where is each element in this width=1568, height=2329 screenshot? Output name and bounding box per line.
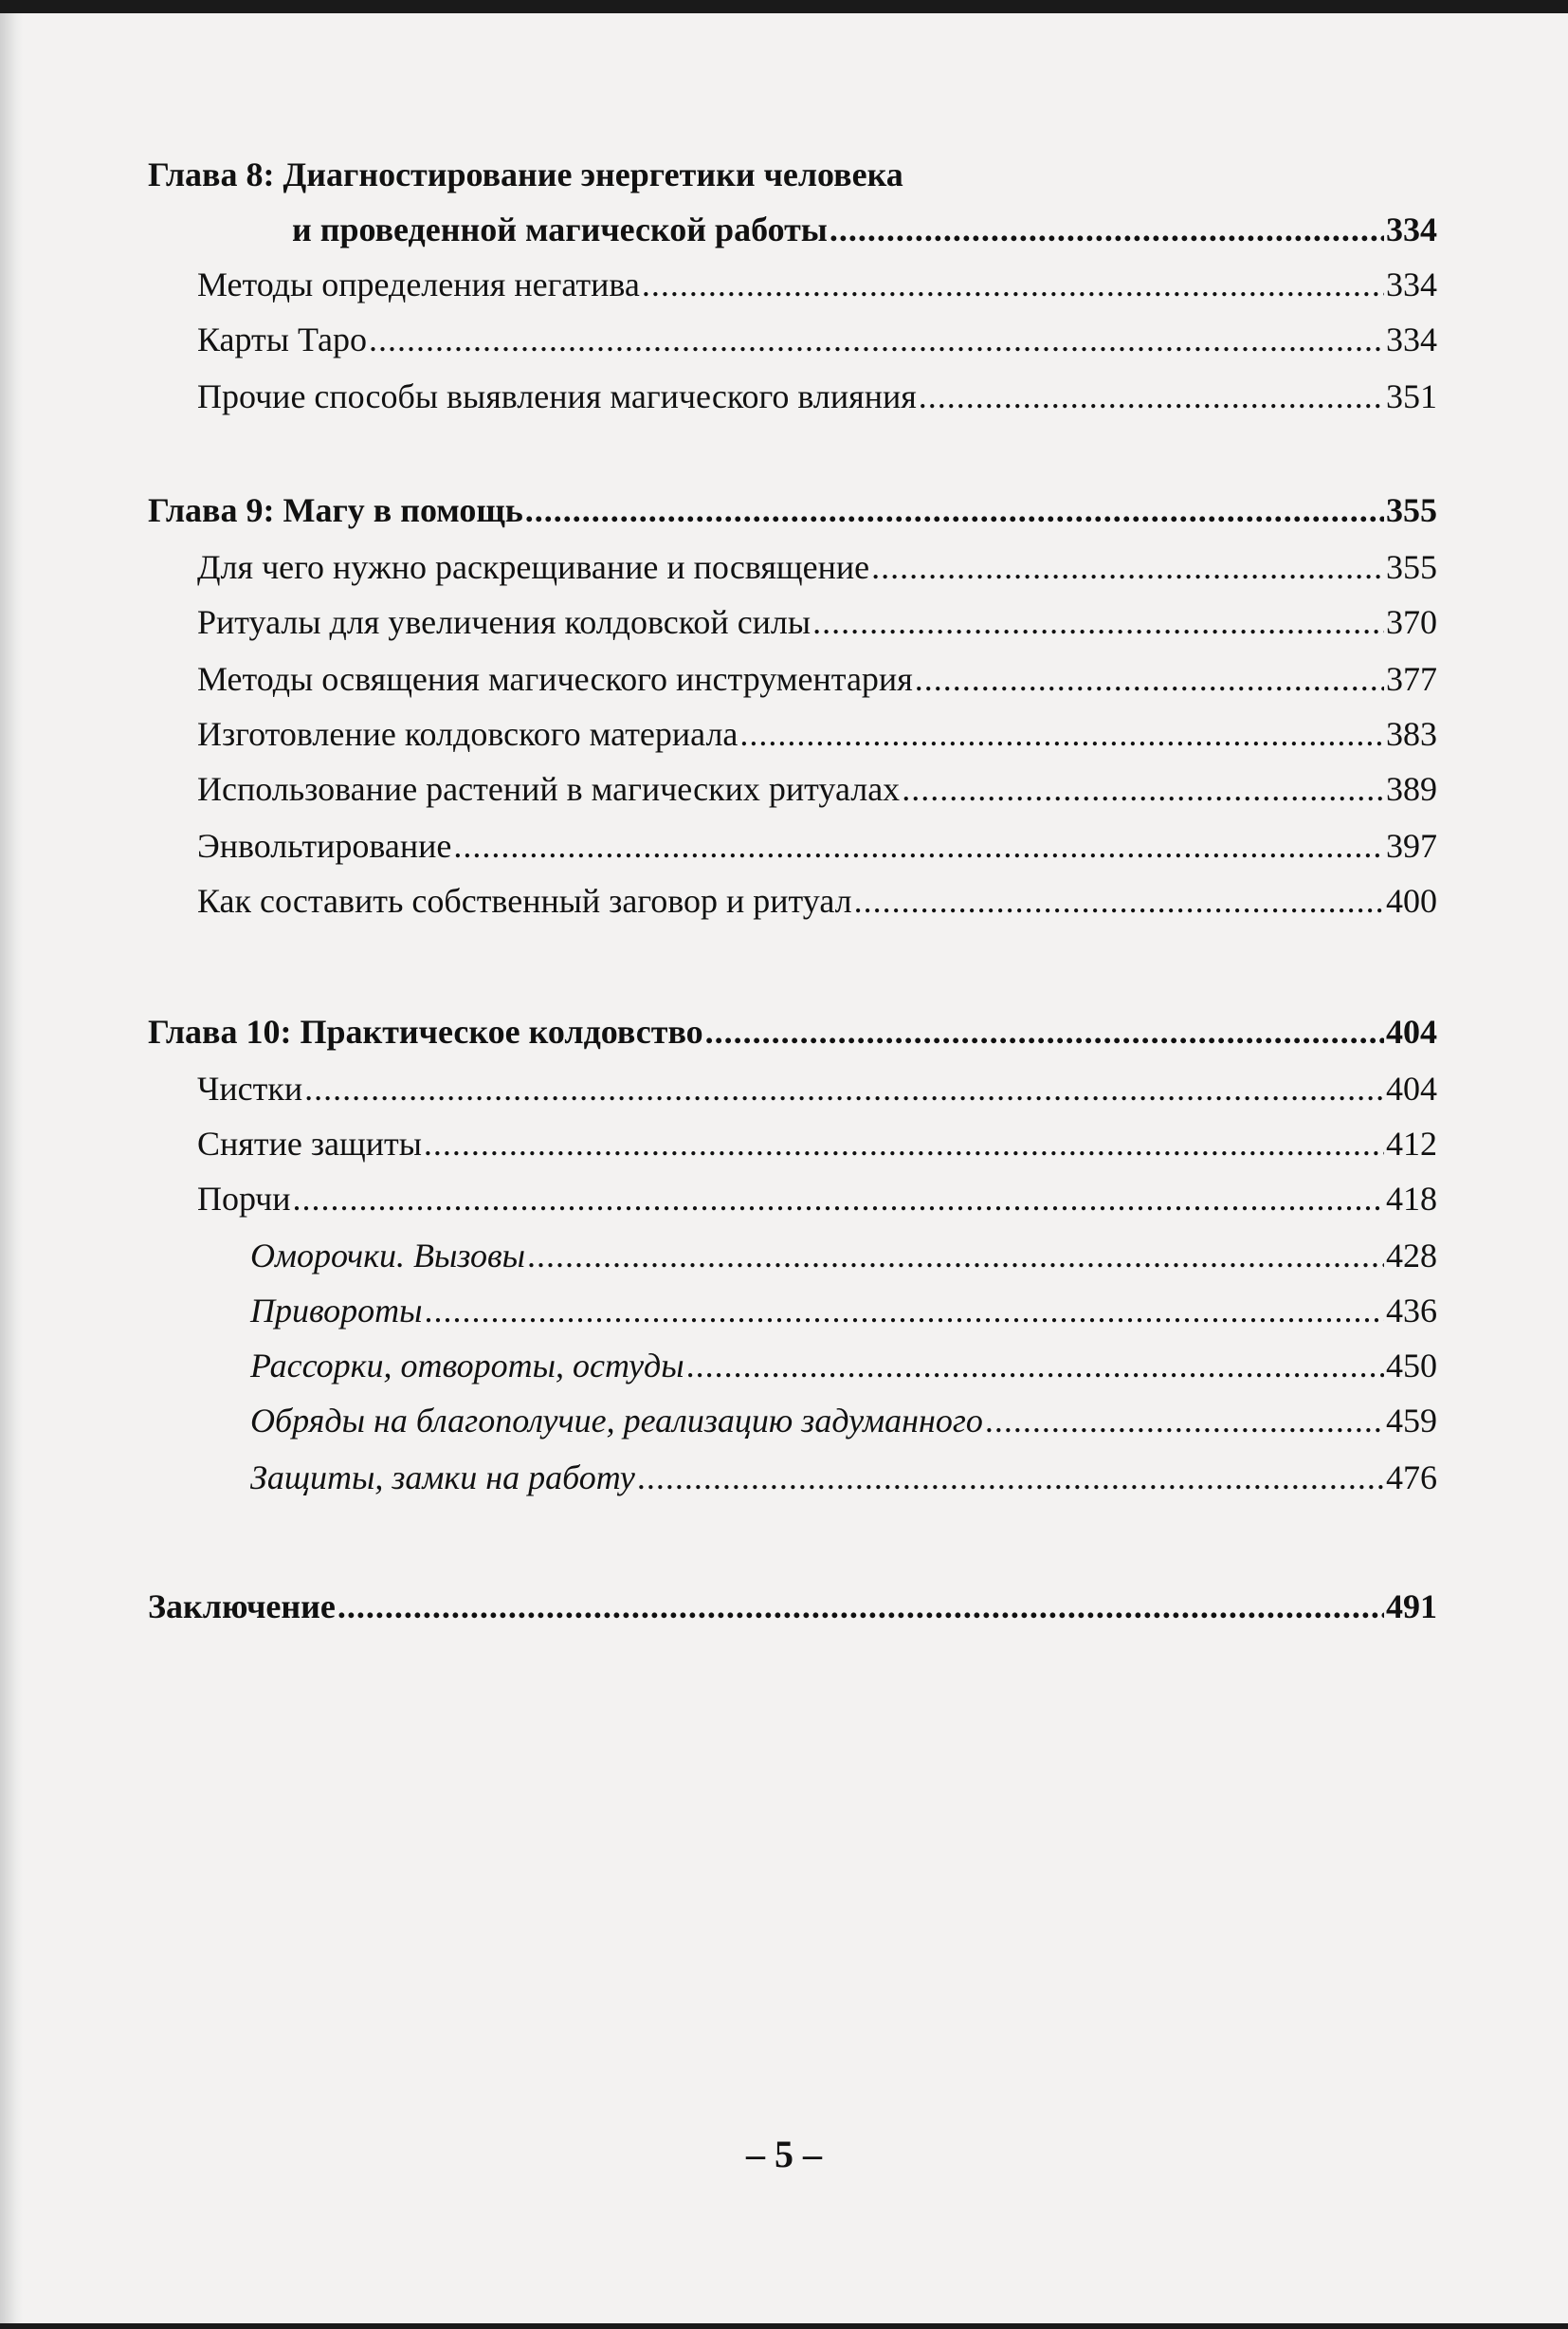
toc-entry [197, 713, 1437, 755]
toc-entry [197, 264, 1437, 305]
leader-dots [424, 1123, 1384, 1164]
leader-dots [985, 1400, 1384, 1441]
toc-entry-page: 418 [1386, 1180, 1437, 1218]
toc-subentry-title: Защиты, замки на работу [250, 1458, 635, 1496]
chapter-9-title-text: Глава 9: Магу в помощь [148, 491, 523, 529]
leader-dots [705, 1011, 1384, 1053]
toc-subentry-title: Оморочки. Вызовы [250, 1237, 526, 1275]
toc-entry [197, 768, 1437, 810]
leader-dots [686, 1345, 1384, 1386]
leader-dots [919, 376, 1384, 417]
toc-entry-page: 355 [1386, 548, 1437, 586]
toc-subentry-title: Привороты [250, 1292, 423, 1330]
toc-entry-title: Для чего нужно раскрещивание и посвящение [197, 548, 870, 586]
toc-subentry-title: Рассорки, отвороты, остуды [250, 1347, 684, 1385]
toc-entry-page: 334 [1386, 321, 1437, 358]
toc-subentry-page: 436 [1386, 1292, 1437, 1330]
toc-entry [197, 376, 1437, 417]
toc-entry-page: 377 [1386, 660, 1437, 698]
toc-entry-title: Ритуалы для увеличения колдовской силы [197, 603, 811, 641]
chapter-8-title-line1: Глава 8: Диагностирование энергетики человека [148, 156, 903, 193]
leader-dots [527, 1235, 1384, 1276]
toc-entry-title: Прочие способы выявления магического влияния [197, 377, 917, 415]
toc-subentry [250, 1400, 1437, 1441]
toc-entry-title: Карты Таро [197, 321, 368, 358]
toc-entry-title: Использование растений в магических ритуалах [197, 770, 901, 808]
toc-entry-title: Как составить собственный заговор и ритуал [197, 882, 852, 920]
toc-entry [197, 880, 1437, 922]
toc-subentry-title: Обряды на благополучие, реализацию задуманного [250, 1402, 983, 1440]
leader-dots [739, 713, 1384, 755]
book-page [0, 13, 1568, 2323]
chapter-10-page: 404 [1386, 1013, 1437, 1051]
toc-entry-page: 351 [1386, 377, 1437, 415]
toc-entry [197, 1068, 1437, 1109]
toc-entry-page: 334 [1386, 266, 1437, 303]
leader-dots [337, 1586, 1384, 1627]
leader-dots [830, 209, 1384, 250]
toc-subentry [250, 1457, 1437, 1498]
conclusion-title: Заключение [148, 1587, 336, 1625]
chapter-10-title-text: Глава 10: Практическое колдовство [148, 1013, 703, 1051]
leader-dots [292, 1178, 1384, 1220]
toc-subentry-page: 450 [1386, 1347, 1437, 1385]
table-of-contents [0, 13, 1568, 2194]
toc-entry-page: 400 [1386, 882, 1437, 920]
toc-entry-title: Методы освящения магического инструментария [197, 660, 913, 698]
leader-dots [369, 319, 1384, 360]
toc-subentry-page: 459 [1386, 1402, 1437, 1440]
toc-entry-page: 370 [1386, 603, 1437, 641]
chapter-8-page: 334 [1386, 211, 1437, 248]
toc-entry-page: 383 [1386, 715, 1437, 753]
leader-dots [915, 658, 1384, 700]
toc-entry-page: 412 [1386, 1125, 1437, 1163]
toc-entry-page: 389 [1386, 770, 1437, 808]
leader-dots [637, 1457, 1384, 1498]
toc-entry-page: 404 [1386, 1070, 1437, 1108]
chapter-8-title-line2: и проведенной магической работы [292, 211, 828, 248]
toc-entry [197, 1123, 1437, 1164]
leader-dots [525, 489, 1384, 531]
toc-entry [197, 601, 1437, 643]
toc-subentry-page: 428 [1386, 1237, 1437, 1275]
leader-dots [902, 768, 1384, 810]
leader-dots [642, 264, 1384, 305]
chapter-9-title [148, 489, 1437, 531]
toc-subentry [250, 1290, 1437, 1331]
leader-dots [304, 1068, 1384, 1109]
leader-dots [812, 601, 1384, 643]
leader-dots [453, 825, 1384, 867]
leader-dots [425, 1290, 1384, 1331]
conclusion-entry [148, 1586, 1437, 1627]
chapter-10-title [148, 1011, 1437, 1053]
toc-entry [197, 1178, 1437, 1220]
toc-entry-title: Методы определения негатива [197, 266, 640, 303]
chapter-8-title [292, 209, 1437, 250]
toc-entry-title: Снятие защиты [197, 1125, 422, 1163]
toc-entry [197, 546, 1437, 588]
toc-entry-page: 397 [1386, 827, 1437, 865]
leader-dots [871, 546, 1384, 588]
toc-subentry [250, 1235, 1437, 1276]
toc-subentry-page: 476 [1386, 1458, 1437, 1496]
leader-dots [854, 880, 1384, 922]
toc-entry [197, 825, 1437, 867]
toc-entry [197, 319, 1437, 360]
toc-entry-title: Чистки [197, 1070, 303, 1108]
toc-entry-title: Изготовление колдовского материала [197, 715, 738, 753]
toc-subentry [250, 1345, 1437, 1386]
toc-entry [197, 658, 1437, 700]
toc-entry-title: Энвольтирование [197, 827, 452, 865]
toc-entry-title: Порчи [197, 1180, 291, 1218]
conclusion-page: 491 [1386, 1587, 1437, 1625]
page-number: – 5 – [746, 2133, 822, 2175]
chapter-9-page: 355 [1386, 491, 1437, 529]
